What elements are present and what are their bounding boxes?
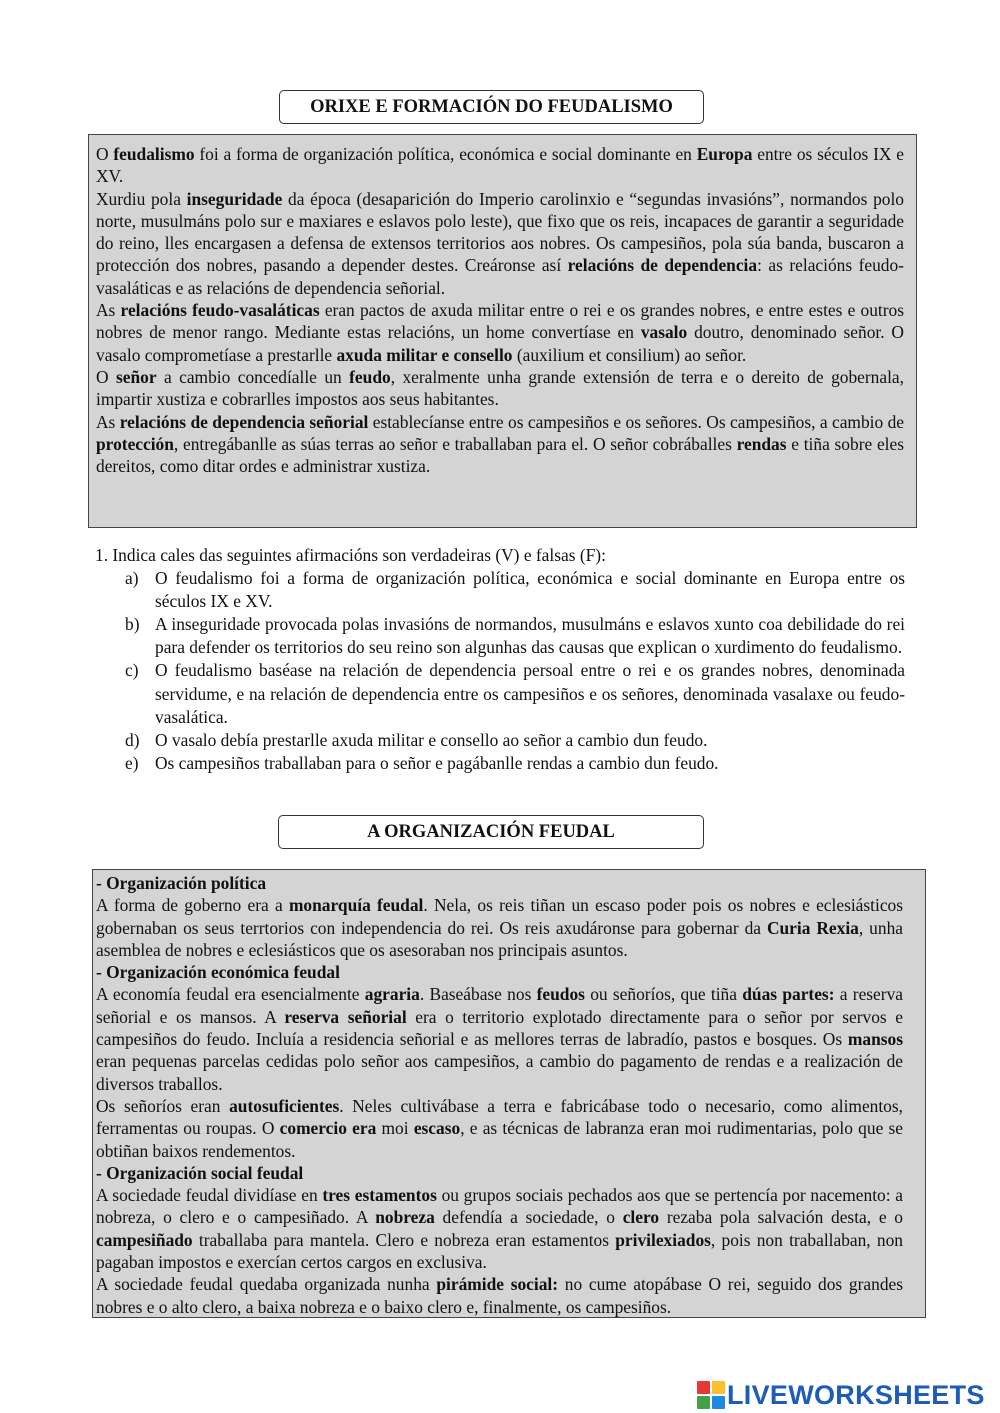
bold-term: escaso [413, 1118, 461, 1139]
paragraph [96, 188, 904, 299]
bold-term: inseguridade [186, 188, 283, 209]
paragraph [96, 143, 904, 188]
text-run: traballaba para mantela. Clero e nobreza eran estamentos [192, 1229, 616, 1250]
text-run: . Neles cultivábase a terra e fabricábase todo o necesario, como alimentos, ferramentas ou roupas. O [96, 1095, 903, 1139]
logo-square [697, 1396, 710, 1409]
logo-text: LIVEWORKSHEETS [727, 1379, 985, 1410]
bold-term: feudalismo [113, 144, 195, 164]
bold-term: privilexiados [615, 1229, 711, 1250]
text-run: ou grupos sociais pechados aos que se pertencía por nacemento: a nobreza, o clero e o campesiñado. A [96, 1185, 903, 1228]
bold-term: rendas [736, 433, 787, 454]
statement-a: a) O feudalismo foi a forma de organización política, económica e social dominante en Europa entre os séculos IX e XV. [125, 568, 905, 612]
text-run: . Baseábase nos [419, 984, 537, 1005]
bold-term: vasalo [640, 322, 688, 343]
section-title-origin: ORIXE E FORMACIÓN DO FEUDALISMO [279, 90, 704, 124]
section-title-organization: A ORGANIZACIÓN FEUDAL [278, 815, 704, 849]
text-run: (auxilium et consilium) ao señor. [512, 344, 747, 365]
bold-term: mansos [847, 1029, 903, 1050]
text-run: moi [376, 1118, 414, 1139]
text-run: , e as técnicas de labranza eran moi rudimentarias, polo que se obtiñan baixos rendementos. [96, 1118, 904, 1161]
paragraph [96, 1184, 903, 1273]
bold-term: tres estamentos [322, 1185, 437, 1206]
text-run: Xurdiu pola [96, 188, 187, 209]
text-run: , unha asemblea de nobres e eclesiásticos que os asesoraban nos principais asuntos. [96, 917, 903, 960]
text-run: O [96, 144, 114, 164]
text-run: , pois non traballaban, non pagaban impostos e exercían certos cargos en exclusiva. [96, 1229, 903, 1273]
bold-term: axuda militar e consello [336, 344, 513, 365]
paragraph [96, 1273, 903, 1318]
text-run: A sociedade feudal quedaba organizada nunha [96, 1274, 437, 1295]
text-run: defendía a sociedade, o [434, 1207, 623, 1228]
text-run: , entregábanlle as súas terras ao señor e traballaban para el. O señor cobráballes [173, 433, 737, 454]
text-run: ou señoríos, que tiña [584, 984, 743, 1005]
text-run: A sociedade feudal dividíase en [96, 1185, 323, 1206]
text-run: , xeralmente unha grande extensión de terra e o dereito de gobernala, impartir xustiza e cobrarlles impostos aos seus habitantes. [96, 366, 904, 410]
bold-term: feudo [349, 366, 391, 387]
text-run: a reserva señorial e os mansos. A [96, 984, 903, 1027]
bold-term: dúas partes: [742, 984, 835, 1005]
bold-term: protección [96, 433, 174, 454]
text-run: O [96, 366, 116, 387]
bold-term: autosuficientes [229, 1095, 340, 1116]
text-run: establecíanse entre os campesiños e os señores. Os campesiños, a cambio de [368, 411, 904, 432]
bold-term: - Organización social feudal [96, 1162, 304, 1183]
bold-term: clero [622, 1207, 660, 1228]
paragraph [96, 411, 904, 478]
statement-e: e) Os campesiños traballaban para o señor e pagábanlle rendas a cambio dun feudo. [125, 752, 719, 773]
bold-term: pirámide social: [436, 1274, 559, 1295]
text-run: da época (desaparición do Imperio carolinxio e “segundas invasións”, normandos polo norte, musulmáns polo sur e maxiares e eslavos polo leste), que fixo que os reis, incapaces de garantir a seguridade do reino, lles encargasen a defensa de extensos territorios aos nobres. Os campesiños, pola súa banda, buscaron a protección dos nobres, pasando a depender destes. Creáronse así [96, 188, 904, 276]
paragraph [96, 1162, 903, 1184]
bold-term: - Organización política [96, 873, 267, 893]
bold-term: nobreza [375, 1207, 435, 1228]
text-run: a cambio concedíalle un [156, 366, 350, 387]
bold-term: señor [115, 366, 157, 387]
paragraph [96, 894, 903, 961]
text-run: : as relacións feudo-vasaláticas e as relacións de dependencia señorial. [96, 255, 904, 298]
paragraph [96, 983, 903, 1094]
text-run: . Nela, os reis tiñan un escaso poder pois os nobres e eclesiásticos gobernaban os seus terrtorios con independencia do rei. Os reis axudáronse para gobernar da [96, 895, 903, 938]
logo-icon [697, 1381, 725, 1409]
text-run: A forma de goberno era a [96, 895, 289, 916]
bold-term: campesiñado [96, 1229, 193, 1250]
paragraph [96, 872, 903, 894]
info-box-origin [88, 134, 917, 528]
paragraph [96, 366, 904, 411]
bold-term: - Organización económica feudal [96, 962, 340, 983]
exercise-question: 1. Indica cales das seguintes afirmacións son verdadeiras (V) e falsas (F): [95, 545, 606, 565]
logo-square [697, 1381, 710, 1394]
text-run: Os señoríos eran [96, 1095, 230, 1116]
bold-term: feudos [536, 984, 585, 1005]
text-run: As [96, 411, 120, 432]
text-run: rezaba pola salvación desta, e o [659, 1207, 903, 1228]
bold-term: monarquía feudal [288, 895, 424, 916]
liveworksheets-logo[interactable] [697, 1378, 985, 1412]
bold-term: comercio era [279, 1118, 377, 1139]
text-run: A economía feudal era esencialmente [96, 984, 365, 1005]
statement-c: c) O feudalismo baséase na relación de dependencia persoal entre o rei e os grandes nobres, denominada servidume, e na relación de dependencia entre os campesiños e os señores, denominada vasalaxe ou feudo-vasalática. [125, 660, 905, 727]
bold-term: relacións de dependencia [567, 255, 758, 276]
bold-term: relacións feudo-vasaláticas [120, 300, 320, 321]
text-run: entre os séculos IX e XV. [96, 144, 904, 187]
logo-square [712, 1381, 725, 1394]
bold-term: agraria [364, 984, 420, 1005]
text-run: no cume atopábase O rei, seguido dos grandes nobres e o alto clero, a baixa nobreza e o baixo clero e, finalmente, os campesiños. [96, 1274, 903, 1317]
bold-term: Curia Rexia [766, 917, 859, 938]
bold-term: relacións de dependencia señorial [119, 411, 369, 432]
logo-square [712, 1396, 725, 1409]
text-run: As [96, 300, 121, 321]
exercise-block [95, 544, 905, 775]
text-run: eran pactos de axuda militar entre o rei e os grandes nobres, e entre estes e outros nobres de menor rango. Mediante estas relacións, un home convertíase en [96, 300, 904, 343]
text-run: e tiña sobre eles dereitos, como ditar ordes e administrar xustiza. [96, 433, 904, 477]
paragraph [96, 1095, 903, 1162]
paragraph [96, 961, 903, 983]
text-run: doutro, denominado señor. O vasalo comprometíase a prestarlle [96, 322, 904, 365]
text-run: foi a forma de organización política, económica e social dominante en [194, 144, 697, 164]
text-run: era o territorio explotado directamente para o señor por servos e campesiños do feudo. Incluía a residencia señorial e as mellores terras de labradío, pastos e bosques. Os [96, 1006, 904, 1050]
paragraph [96, 299, 904, 366]
statement-b: b) A inseguridade provocada polas invasións de normandos, musulmáns e eslavos xunto coa debilidade do rei para defender os territorios do seu reino son algunhas das causas que explican o xurdimento do feudalismo. [125, 614, 905, 658]
statement-d: d) O vasalo debía prestarlle axuda militar e consello ao señor a cambio dun feudo. [125, 729, 708, 750]
bold-term: Europa [696, 144, 753, 164]
info-box-organization [92, 869, 926, 1318]
bold-term: reserva señorial [284, 1006, 407, 1027]
text-run: eran pequenas parcelas cedidas polo señor aos campesiños, a cambio do pagamento de rendas e a realización de diversos traballos. [96, 1051, 903, 1094]
